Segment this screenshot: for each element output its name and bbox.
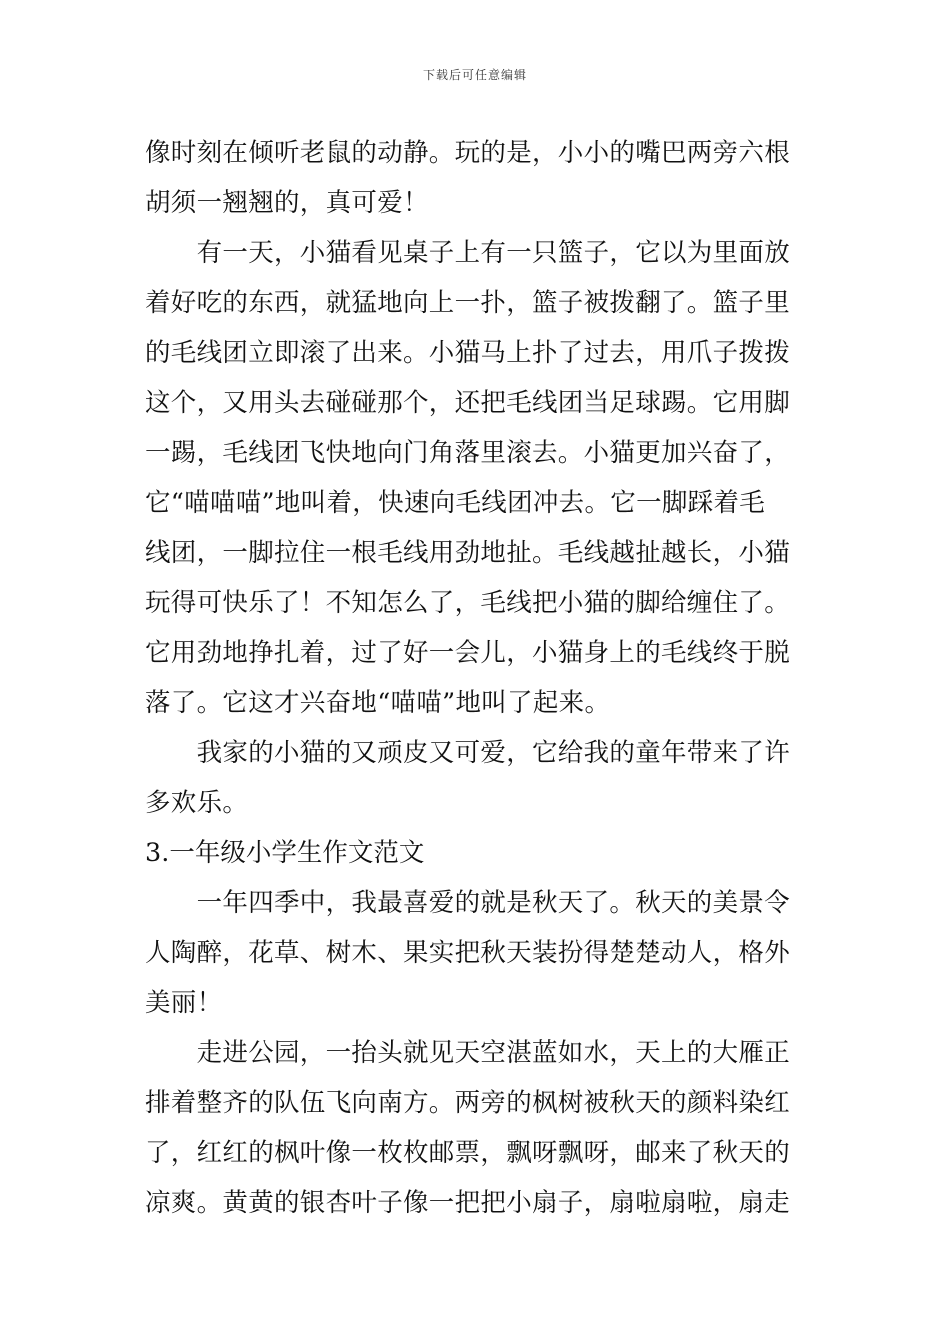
section-heading: 3.一年级小学生作文范文 [145,838,425,868]
text-line: 它“喵喵喵”地叫着，快速向毛线团冲去。它一脚踩着毛 [145,488,766,518]
text-line: 多欢乐。 [145,788,249,818]
text-line: 玩得可快乐了！不知怎么了，毛线把小猫的脚给缠住了。 [145,588,791,618]
essay-body [145,128,807,1228]
page-header-note: 下载后可任意编辑 [422,68,527,82]
text-line: 走进公园，一抬头就见天空湛蓝如水，天上的大雁正 [145,1038,791,1068]
text-line: 线团，一脚拉住一根毛线用劲地扯。毛线越扯越长，小猫 [145,538,791,568]
text-line: 了，红红的枫叶像一枚枚邮票，飘呀飘呀，邮来了秋天的 [145,1138,791,1168]
text-line: 我家的小猫的又顽皮又可爱，它给我的童年带来了许 [145,738,791,768]
text-line: 一踢，毛线团飞快地向门角落里滚去。小猫更加兴奋了， [145,438,791,468]
text-line: 落了。它这才兴奋地“喵喵”地叫了起来。 [145,688,611,718]
text-line: 有一天，小猫看见桌子上有一只篮子，它以为里面放 [145,238,791,268]
text-line: 凉爽。黄黄的银杏叶子像一把把小扇子，扇啦扇啦，扇走 [145,1188,791,1218]
text-line: 像时刻在倾听老鼠的动静。玩的是，小小的嘴巴两旁六根 [145,138,791,168]
text-line: 它用劲地挣扎着，过了好一会儿，小猫身上的毛线终于脱 [145,638,791,668]
text-line: 人陶醉，花草、树木、果实把秋天装扮得楚楚动人，格外 [145,938,791,968]
text-line: 这个，又用头去碰碰那个，还把毛线团当足球踢。它用脚 [145,388,791,418]
text-line: 排着整齐的队伍飞向南方。两旁的枫树被秋天的颜料染红 [145,1088,791,1118]
text-line: 的毛线团立即滚了出来。小猫马上扑了过去，用爪子拨拨 [145,338,791,368]
text-line: 美丽！ [145,988,223,1018]
text-line: 一年四季中，我最喜爱的就是秋天了。秋天的美景令 [145,888,791,918]
text-line: 着好吃的东西，就猛地向上一扑，篮子被拨翻了。篮子里 [145,288,791,318]
text-line: 胡须一翘翘的，真可爱！ [145,188,429,218]
